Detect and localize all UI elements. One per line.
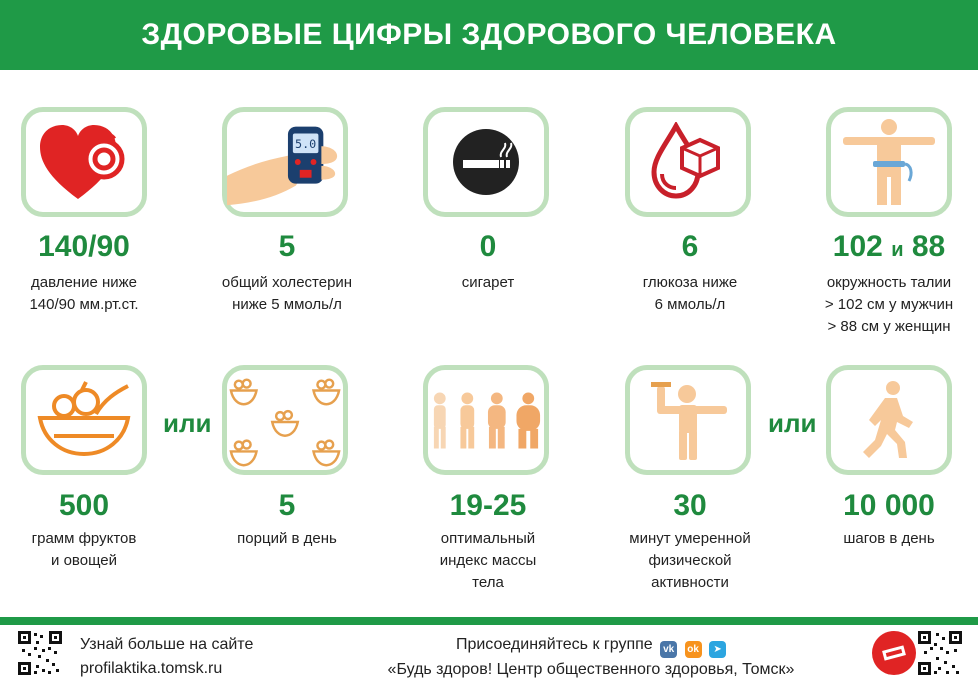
blood-drop-sugar-icon bbox=[648, 122, 728, 202]
card-cholesterol bbox=[222, 107, 348, 217]
desc-glucose: глюкоза ниже 6 ммоль/л bbox=[642, 274, 738, 313]
card-steps bbox=[826, 365, 952, 475]
value-cigarettes: 0 bbox=[479, 230, 497, 263]
desc-steps: шагов в день bbox=[843, 530, 935, 547]
no-cigarette-icon bbox=[451, 127, 521, 197]
value-portions: 5 bbox=[278, 489, 296, 522]
or-label-2: или bbox=[768, 408, 817, 438]
value-activity: 30 bbox=[673, 489, 707, 522]
qr-code-right[interactable] bbox=[918, 631, 962, 675]
value-steps: 10 000 bbox=[843, 489, 935, 522]
or-label-1: или bbox=[163, 408, 212, 438]
qr-code-left[interactable] bbox=[18, 631, 62, 675]
glucometer-icon bbox=[227, 116, 343, 208]
exercise-icon bbox=[643, 378, 733, 462]
body-mass-figures-icon bbox=[428, 390, 544, 450]
svg-text:5.0: 5.0 bbox=[295, 137, 317, 152]
desc-blood-pressure: давление ниже 140/90 мм.рт.ст. bbox=[29, 274, 139, 313]
value-blood-pressure: 140/90 bbox=[38, 230, 130, 263]
card-bmi bbox=[423, 365, 549, 475]
desc-portions: порций в день bbox=[237, 530, 337, 547]
telegram-icon[interactable]: ➤ bbox=[709, 641, 726, 658]
desc-bmi: оптимальный индекс массы тела bbox=[439, 530, 537, 591]
card-blood-pressure bbox=[21, 107, 147, 217]
desc-cholesterol: общий холестерин ниже 5 ммоль/л bbox=[221, 274, 353, 313]
page-title: ЗДОРОВЫЕ ЦИФРЫ ЗДОРОВОГО ЧЕЛОВЕКА bbox=[141, 18, 837, 51]
footer-group-text bbox=[356, 633, 826, 682]
footer-divider bbox=[0, 617, 978, 625]
vk-icon[interactable]: vk bbox=[660, 641, 677, 658]
desc-fruits: грамм фруктов и овощей bbox=[31, 530, 137, 569]
footer-site-link[interactable]: profilaktika.tomsk.ru bbox=[80, 660, 223, 677]
desc-cigarettes: сигарет bbox=[461, 274, 515, 291]
fruit-bowl-icon bbox=[34, 380, 134, 460]
value-cholesterol: 5 bbox=[278, 230, 296, 263]
card-fruits bbox=[21, 365, 147, 475]
footer-group-label: Присоединяйтесь к группе bbox=[455, 636, 653, 653]
walking-icon bbox=[859, 380, 919, 460]
value-glucose: 6 bbox=[681, 230, 699, 263]
footer-site-label: Узнай больше на сайте bbox=[80, 636, 254, 653]
health-center-logo bbox=[872, 631, 916, 675]
desc-activity: минут умеренной физической активности bbox=[629, 530, 751, 591]
card-cigarettes bbox=[423, 107, 549, 217]
card-glucose bbox=[625, 107, 751, 217]
value-waist: 102 и 88 bbox=[832, 230, 946, 263]
waist-measure-icon bbox=[839, 117, 939, 207]
value-bmi: 19-25 bbox=[449, 489, 527, 522]
desc-waist: окружность талии > 102 см у мужчин > 88 см у женщин bbox=[824, 274, 954, 335]
card-activity bbox=[625, 365, 751, 475]
footer-site-text bbox=[80, 633, 253, 681]
odnoklassniki-icon[interactable]: ok bbox=[685, 641, 702, 658]
footer-group-name[interactable]: «Будь здоров! Центр общественного здоровья, Томск» bbox=[387, 661, 795, 678]
heart-icon bbox=[38, 121, 130, 203]
five-bowls-icon bbox=[227, 372, 343, 468]
header-banner bbox=[0, 0, 978, 70]
logo-mark-icon bbox=[879, 638, 909, 668]
card-waist bbox=[826, 107, 952, 217]
card-portions bbox=[222, 365, 348, 475]
value-fruits: 500 bbox=[58, 489, 110, 522]
